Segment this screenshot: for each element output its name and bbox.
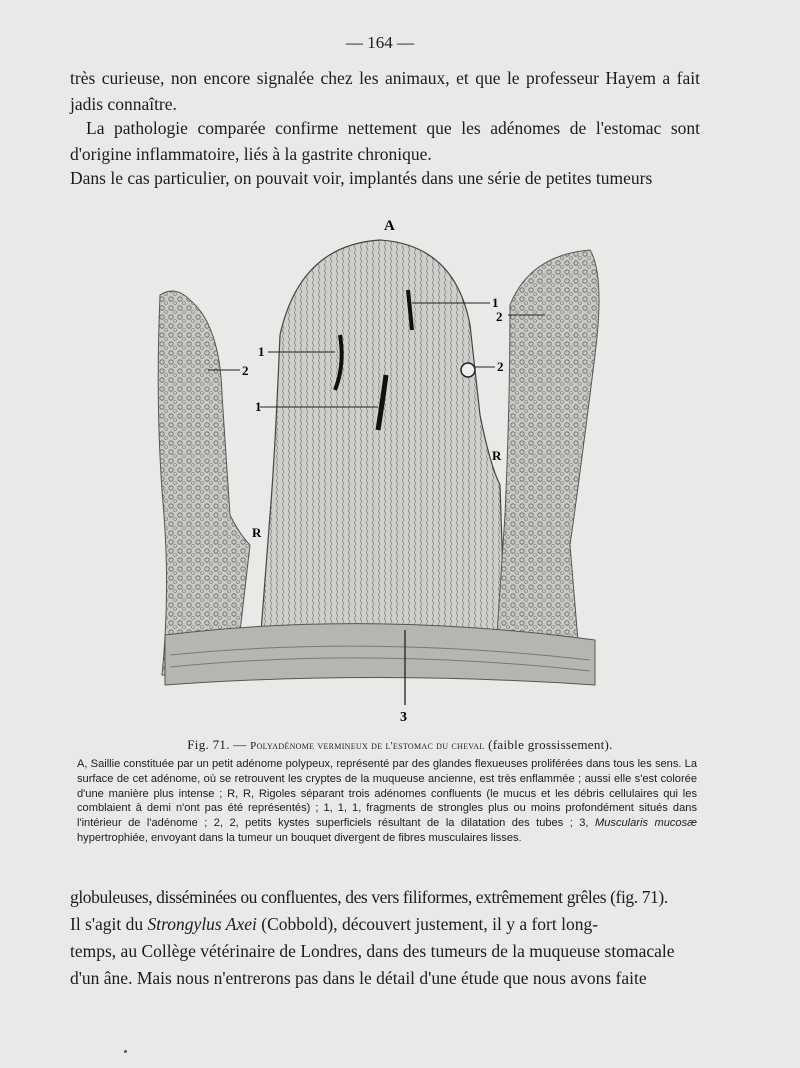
right-adenoma-lobe <box>495 250 599 665</box>
paragraph-2: La pathologie comparée confirme nettement que les adénomes de l'estomac sont d'origine inflammatoire, liés à la gastrite chronique. <box>70 118 700 164</box>
left-adenoma-lobe <box>158 291 250 675</box>
line2-start: Il s'agit du <box>70 914 144 934</box>
figure-title: Polyadénome vermineux de l'estomac du cheval <box>250 740 485 752</box>
label-1b: 1 <box>255 399 262 414</box>
label-2b: 2 <box>497 359 504 374</box>
paragraph-lower-line-1: globuleuses, disséminées ou confluentes, des vers filiformes, extrêmement grêles (fig. 71). <box>70 887 668 907</box>
label-A: A <box>384 218 395 234</box>
label-2c: 2 <box>496 309 503 324</box>
paragraph-3: Dans le cas particulier, on pouvait voir, implantés dans une série de petites tumeurs <box>70 168 653 188</box>
central-adenoma-lobe <box>260 240 505 645</box>
page-number: — 164 — <box>346 33 414 52</box>
label-2a: 2 <box>242 363 249 378</box>
cyst <box>461 363 475 377</box>
label-3: 3 <box>400 710 407 725</box>
page-speck <box>124 1050 127 1053</box>
histology-figure <box>150 215 610 725</box>
paragraph-lower-line-2 <box>70 911 702 938</box>
legend-text-1: A, Saillie constituée par un petit adénome polypeux, représenté par des glandes flexueuses proliférées dans tous les sens. La surface de cet adénome, où se retrouvent les cryptes de la muqueuse ancienne, est très enflammée ; aussi elle s'est colorée d'une manière plus intense ; R, R, Rigoles séparant trois adénomes confluents (le mucus et les débris cellulaires qui les comblaient à demi n'ont pas été représentés) ; 1, 1, 1, fragments de strongles plus ou moins profondément situés dans l'intérieur de l'adénome ; 2, 2, petits kystes superficiels résultant de la dilatation des tubes ; 3, <box>77 758 697 830</box>
label-1c: 1 <box>492 295 499 310</box>
paragraph-lower-line-4: d'un âne. Mais nous n'entrerons pas dans le détail d'une étude que nous avons faite <box>70 968 647 988</box>
label-R-right: R <box>492 448 502 463</box>
line2-end: (Cobbold), découvert justement, il y a fort long- <box>261 914 599 934</box>
paragraph-lower-line-3: temps, au Collège vétérinaire de Londres, dans des tumeurs de la muqueuse stomacale <box>70 941 675 961</box>
figure-caption <box>0 737 800 753</box>
label-1a: 1 <box>258 344 265 359</box>
figure-legend <box>77 757 697 846</box>
figure-caption-suffix: (faible grossissement). <box>488 737 613 752</box>
label-R-left: R <box>252 525 262 540</box>
legend-text-2: hypertrophiée, envoyant dans la tumeur un bouquet divergent de fibres musculaires lisses. <box>77 831 522 844</box>
species-name: Strongylus Axei <box>147 914 257 934</box>
figure-number: Fig. 71. — <box>187 737 247 752</box>
legend-term: Muscularis mucosæ <box>594 817 697 830</box>
paragraph-1: très curieuse, non encore signalée chez les animaux, et que le professeur Hayem a fait jadis connaître. <box>70 68 700 114</box>
